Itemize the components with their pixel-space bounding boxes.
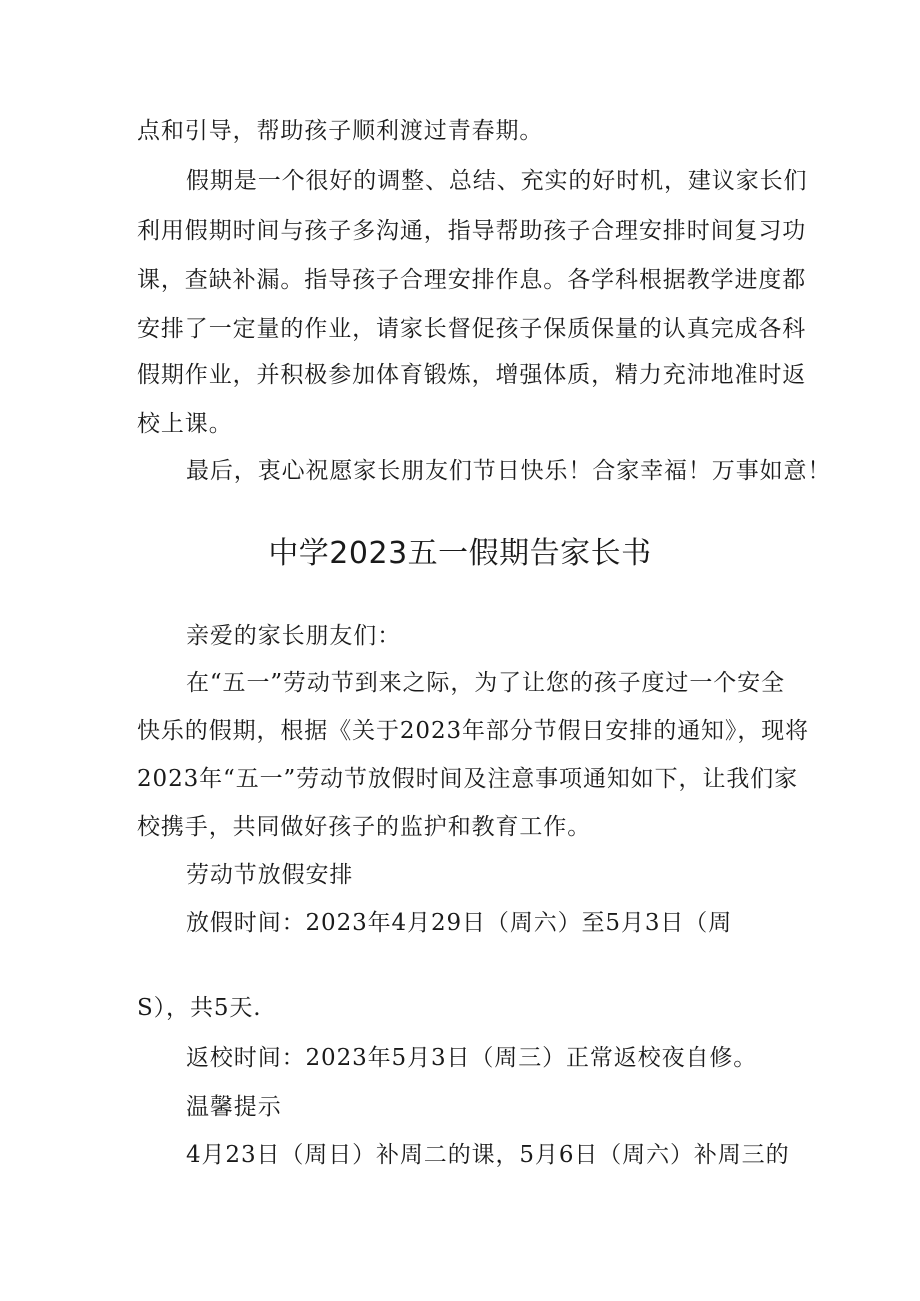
text-line: 校携手，共同做好孩子的监护和教育工作。 [137,814,592,840]
text-line: 假期作业，并积极参加体育锻炼，增强体质，精力充沛地准时返 [137,362,807,388]
return-time: 返校时间：2023年5月3日（周三）正常返校夜自修。 [186,1045,758,1071]
text-line: 课，查缺补漏。指导孩子合理安排作息。各学科根据教学进度都 [137,267,807,293]
text-line: 利用假期时间与孩子多沟通，指导帮助孩子合理安排时间复习功 [137,218,807,244]
text-line: 2023年“五一”劳动节放假时间及注意事项通知如下，让我们家 [137,766,799,792]
makeup-class-note: 4月23日（周日）补周二的课，5月6日（周六）补周三的 [186,1142,790,1168]
section-heading: 劳动节放假安排 [186,862,354,888]
letter-title: 中学2023五一假期告家长书 [268,536,652,571]
salutation: 亲爱的家长朋友们： [186,623,402,649]
paragraph-line: 假期是一个很好的调整、总结、充实的好时机，建议家长们 [186,168,808,194]
section-heading: 温馨提示 [186,1094,282,1120]
text-line: 安排了一定量的作业，请家长督促孩子保质保量的认真完成各科 [137,316,807,342]
text-line: 校上课。 [137,411,233,437]
closing-wishes: 最后，衷心祝愿家长朋友们节日快乐！合家幸福！万事如意！ [186,458,832,484]
holiday-time: 放假时间：2023年4月29日（周六）至5月3日（周 [186,910,733,936]
text-line: 快乐的假期，根据《关于2023年部分节假日安排的通知》，现将 [137,718,810,744]
text-line: S），共5天. [137,995,262,1021]
text-line: 点和引导，帮助孩子顺利渡过青春期。 [137,118,544,144]
paragraph-line: 在“五一”劳动节到来之际，为了让您的孩子度过一个安全 [186,670,785,696]
